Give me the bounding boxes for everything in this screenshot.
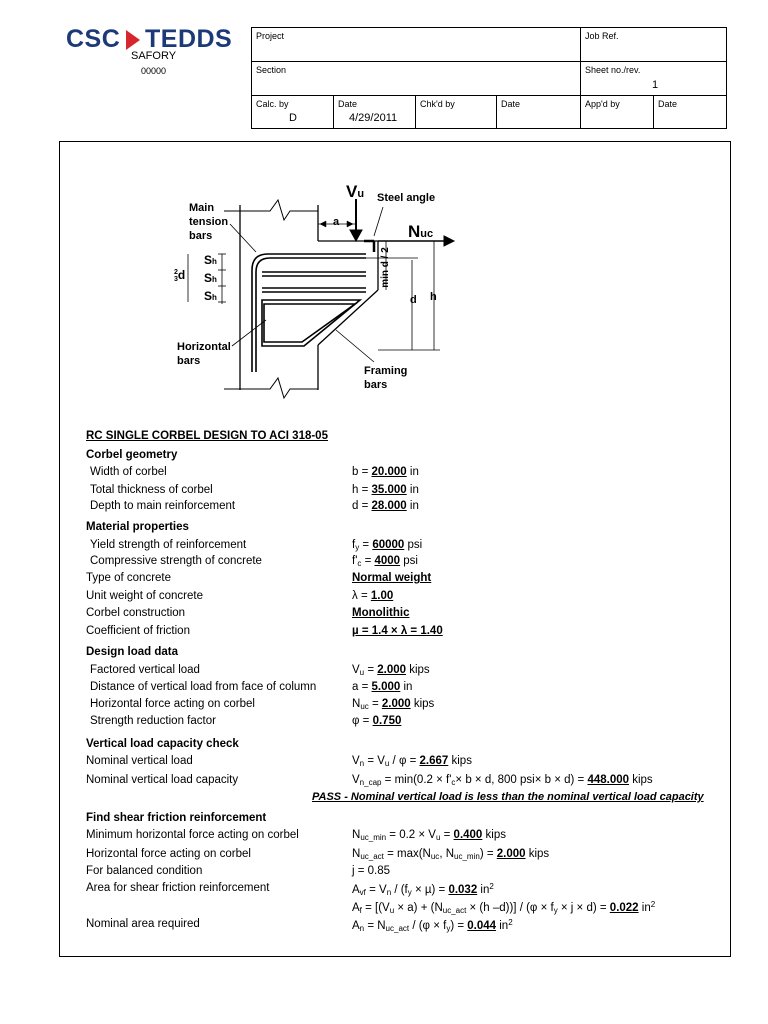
fy-label: Yield strength of reinforcement <box>90 539 247 551</box>
vcap-heading: Vertical load capacity check <box>86 738 239 750</box>
an-value: $A_n = N_{uc\_act} / (\varphi \times f_y) = 0.044$ $in^2$ <box>352 918 513 933</box>
a-label: Distance of vertical load from face of column <box>90 681 317 693</box>
label-framing-bars: Framing bars <box>364 365 408 391</box>
label-main-tension-bars: Main tension bars <box>189 202 229 242</box>
thick-value: h = 35.000 in <box>352 484 419 496</box>
vncap-label: Nominal vertical load capacity <box>86 774 239 786</box>
nucmin-label: Minimum horizontal force acting on corbel <box>86 829 299 841</box>
avf-value: $A_{vf} = V_n / (f_y \times \mu) = 0.032$ $in^2$ <box>352 882 494 897</box>
nuc-label: Horizontal force acting on corbel <box>90 698 255 710</box>
label-horizontal-bars: Horizontal bars <box>177 341 231 367</box>
width-label: Width of corbel <box>90 466 167 478</box>
date-value: 4/29/2011 <box>349 112 398 124</box>
date2-cell: Date <box>496 95 581 129</box>
phi-label: Strength reduction factor <box>90 715 216 727</box>
date-cell: Date 4/29/2011 <box>333 95 416 129</box>
constr-value: Monolithic <box>352 607 410 619</box>
geom-heading: Corbel geometry <box>86 449 178 461</box>
logo-arrow-icon <box>126 30 140 50</box>
fc-value: $f'_c = 4000$ psi <box>352 555 418 568</box>
project-cell: Project <box>251 27 581 62</box>
company-code: 00000 <box>141 66 167 76</box>
an-label: Nominal area required <box>86 918 200 930</box>
label-a: a <box>333 216 340 228</box>
avf-label: Area for shear friction reinforcement <box>86 882 270 894</box>
shear-heading: Find shear friction reinforcement <box>86 812 267 824</box>
nuc-value: $N_{uc} = 2.000$ kips <box>352 698 435 711</box>
sheet-value: 1 <box>652 79 659 91</box>
logo-csc-text: CSC <box>66 25 121 53</box>
appd-cell: App'd by <box>580 95 654 129</box>
logo-tedds-text: TEDDS <box>145 25 233 53</box>
type-value: Normal weight <box>352 572 432 584</box>
label-d: d <box>410 294 417 306</box>
load-heading: Design load data <box>86 646 179 658</box>
fc-label: Compressive strength of concrete <box>90 555 262 567</box>
j-label: For balanced condition <box>86 865 203 877</box>
af-value: $A_f = [(V_u \times a) + (N_{uc\_act} \times (h$ $-d))] / (\varphi \times f_y \times j \times d) = 0.022$ $in^2$ <box>352 900 656 915</box>
sheet-cell: Sheet no./rev. 1 <box>580 61 727 96</box>
mu-value: µ = 1.4 × λ = 1.40 <box>352 625 443 637</box>
label-sh-2: Sh <box>204 271 217 285</box>
label-min-d2: min d / 2 <box>379 247 391 288</box>
label-h: h <box>430 291 437 303</box>
thick-label: Total thickness of corbel <box>90 484 213 496</box>
depth-value: d = 28.000 in <box>352 500 419 512</box>
company-name: SAFORY <box>131 50 177 62</box>
depth-label: Depth to main reinforcement <box>90 500 236 512</box>
calcby-cell: Calc. by D <box>251 95 334 129</box>
date3-cell: Date <box>653 95 727 129</box>
label-vu: Vu <box>346 182 365 201</box>
constr-label: Corbel construction <box>86 607 186 619</box>
label-sh-3: Sh <box>204 289 217 303</box>
chkd-cell: Chk'd by <box>415 95 497 129</box>
j-value: j = 0.85 <box>352 865 391 877</box>
label-steel-angle: Steel angle <box>377 192 436 204</box>
vu-value: $V_u = 2.000$ kips <box>352 664 430 677</box>
phi-value: φ = 0.750 <box>352 715 402 727</box>
vncap-value: $V_{n\_cap} = \min(0.2 \times f'_c\times b \times d$, 800 psi× b × d) = 448.000 kips <box>352 774 653 787</box>
vn-label: Nominal vertical load <box>86 755 193 767</box>
section-cell: Section <box>251 61 581 96</box>
unit-label: Unit weight of concrete <box>86 590 203 602</box>
fy-value: $f_y = 60000$ psi <box>352 539 423 552</box>
type-label: Type of concrete <box>86 572 172 584</box>
calcby-value: D <box>289 112 297 124</box>
label-nuc: Nuc <box>408 222 434 241</box>
nucmin-value: $N_{uc\_min} = 0.2 \times V_u = 0.400$ kips <box>352 829 506 842</box>
mat-heading: Material properties <box>86 521 189 533</box>
jobref-cell: Job Ref. <box>580 27 727 62</box>
nucact-value: $N_{uc\_act} = \max(N_{uc}$, $N_{uc\_min}) = 2.000$ kips <box>352 848 550 861</box>
label-sh-1: Sh <box>204 253 217 267</box>
lambda-value: λ = 1.00 <box>352 590 394 602</box>
vn-value: $V_n = V_u / \varphi = 2.667$ kips <box>352 755 472 768</box>
vu-label: Factored vertical load <box>90 664 200 676</box>
label-two-thirds-d: 2 3d <box>174 268 186 283</box>
pass-status: PASS - Nominal vertical load is less than the nominal vertical load capacity <box>312 791 704 803</box>
nucact-label: Horizontal force acting on corbel <box>86 848 251 860</box>
width-value: b = 20.000 in <box>352 466 419 478</box>
calc-title: RC SINGLE CORBEL DESIGN TO ACI 318-05 <box>86 430 328 442</box>
mu-label: Coefficient of friction <box>86 625 190 637</box>
a-value: a = 5.000 in <box>352 681 413 693</box>
